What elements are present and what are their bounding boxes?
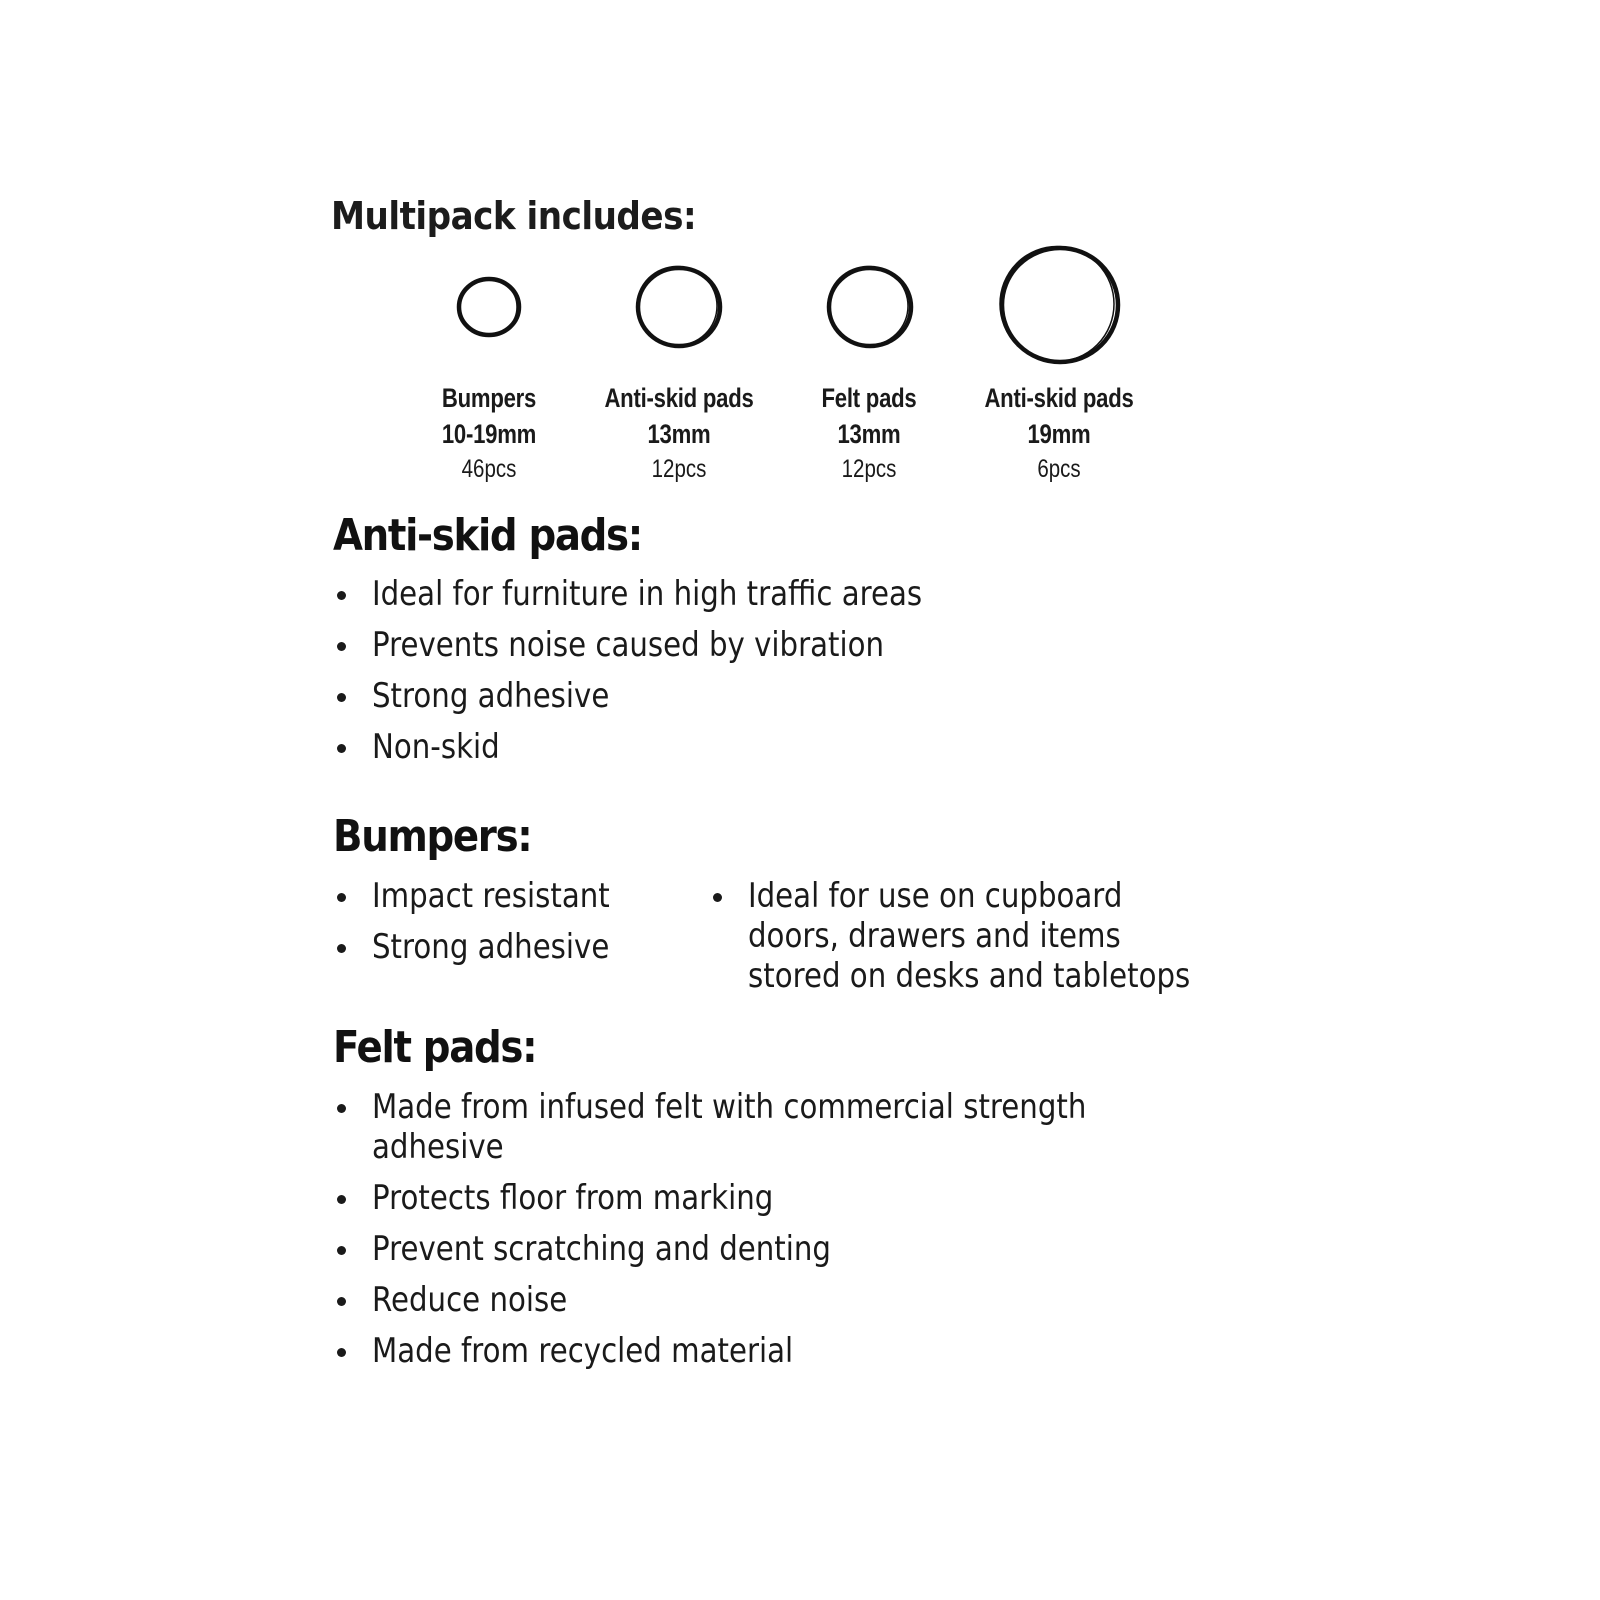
bumpers-features-list-right (709, 876, 1262, 996)
bumper-ring-icon (459, 279, 519, 336)
list-item: Impact resistant (333, 876, 648, 916)
anti-skid-features-list (333, 574, 1012, 778)
list-item: Made from recycled material (333, 1331, 1203, 1371)
product-quantity: 12pcs (651, 455, 707, 483)
bullet-icon (337, 1297, 346, 1306)
bullet-icon (337, 893, 346, 902)
product-anti-skid-19mm (949, 380, 1169, 486)
product-size: 19mm (1027, 419, 1091, 449)
product-size: 10-19mm (441, 419, 537, 449)
product-quantity: 12pcs (841, 455, 897, 483)
product-anti-skid-13mm (569, 380, 789, 486)
bullet-icon (337, 1104, 346, 1113)
list-item: Strong adhesive (333, 927, 648, 967)
felt-pads-heading: Felt pads: (333, 1022, 537, 1073)
product-quantity: 6pcs (1037, 455, 1081, 483)
bullet-icon (337, 642, 346, 651)
bullet-icon (337, 744, 346, 753)
anti-skid-heading: Anti-skid pads: (333, 510, 642, 561)
product-felt-13mm (759, 380, 979, 486)
bumpers-features-list-left (333, 876, 648, 978)
anti-skid-13mm-ring-icon (637, 267, 720, 347)
product-name: Anti-skid pads (984, 383, 1134, 413)
list-item: Prevents noise caused by vibration (333, 625, 1012, 665)
felt-13mm-ring-icon (828, 267, 911, 347)
product-name: Anti-skid pads (604, 383, 754, 413)
product-size: 13mm (647, 419, 711, 449)
anti-skid-19mm-ring-icon (1000, 247, 1118, 363)
product-size: 13mm (837, 419, 901, 449)
felt-pads-features-list (333, 1087, 1203, 1382)
bullet-icon (337, 1246, 346, 1255)
product-quantity: 46pcs (461, 455, 517, 483)
bullet-icon (337, 1348, 346, 1357)
product-name: Bumpers (441, 383, 537, 413)
list-item: Ideal for use on cupboard doors, drawers and items stored on desks and tabletops (709, 876, 1262, 996)
bullet-icon (337, 591, 346, 600)
list-item: Non-skid (333, 727, 1012, 767)
list-item: Reduce noise (333, 1280, 1203, 1320)
list-item: Protects floor from marking (333, 1178, 1203, 1218)
bullet-icon (337, 693, 346, 702)
bullet-icon (713, 893, 722, 902)
product-bumpers (379, 380, 599, 486)
list-item: Made from infused felt with commercial strength adhesive (333, 1087, 1203, 1167)
list-item: Ideal for furniture in high traffic areas (333, 574, 1012, 614)
bumpers-heading: Bumpers: (333, 811, 532, 862)
product-name: Felt pads (821, 383, 917, 413)
product-rings (450, 240, 1170, 380)
bullet-icon (337, 1195, 346, 1204)
list-item: Strong adhesive (333, 676, 1012, 716)
list-item: Prevent scratching and denting (333, 1229, 1203, 1269)
bullet-icon (337, 944, 346, 953)
multipack-title: Multipack includes: (331, 194, 697, 238)
